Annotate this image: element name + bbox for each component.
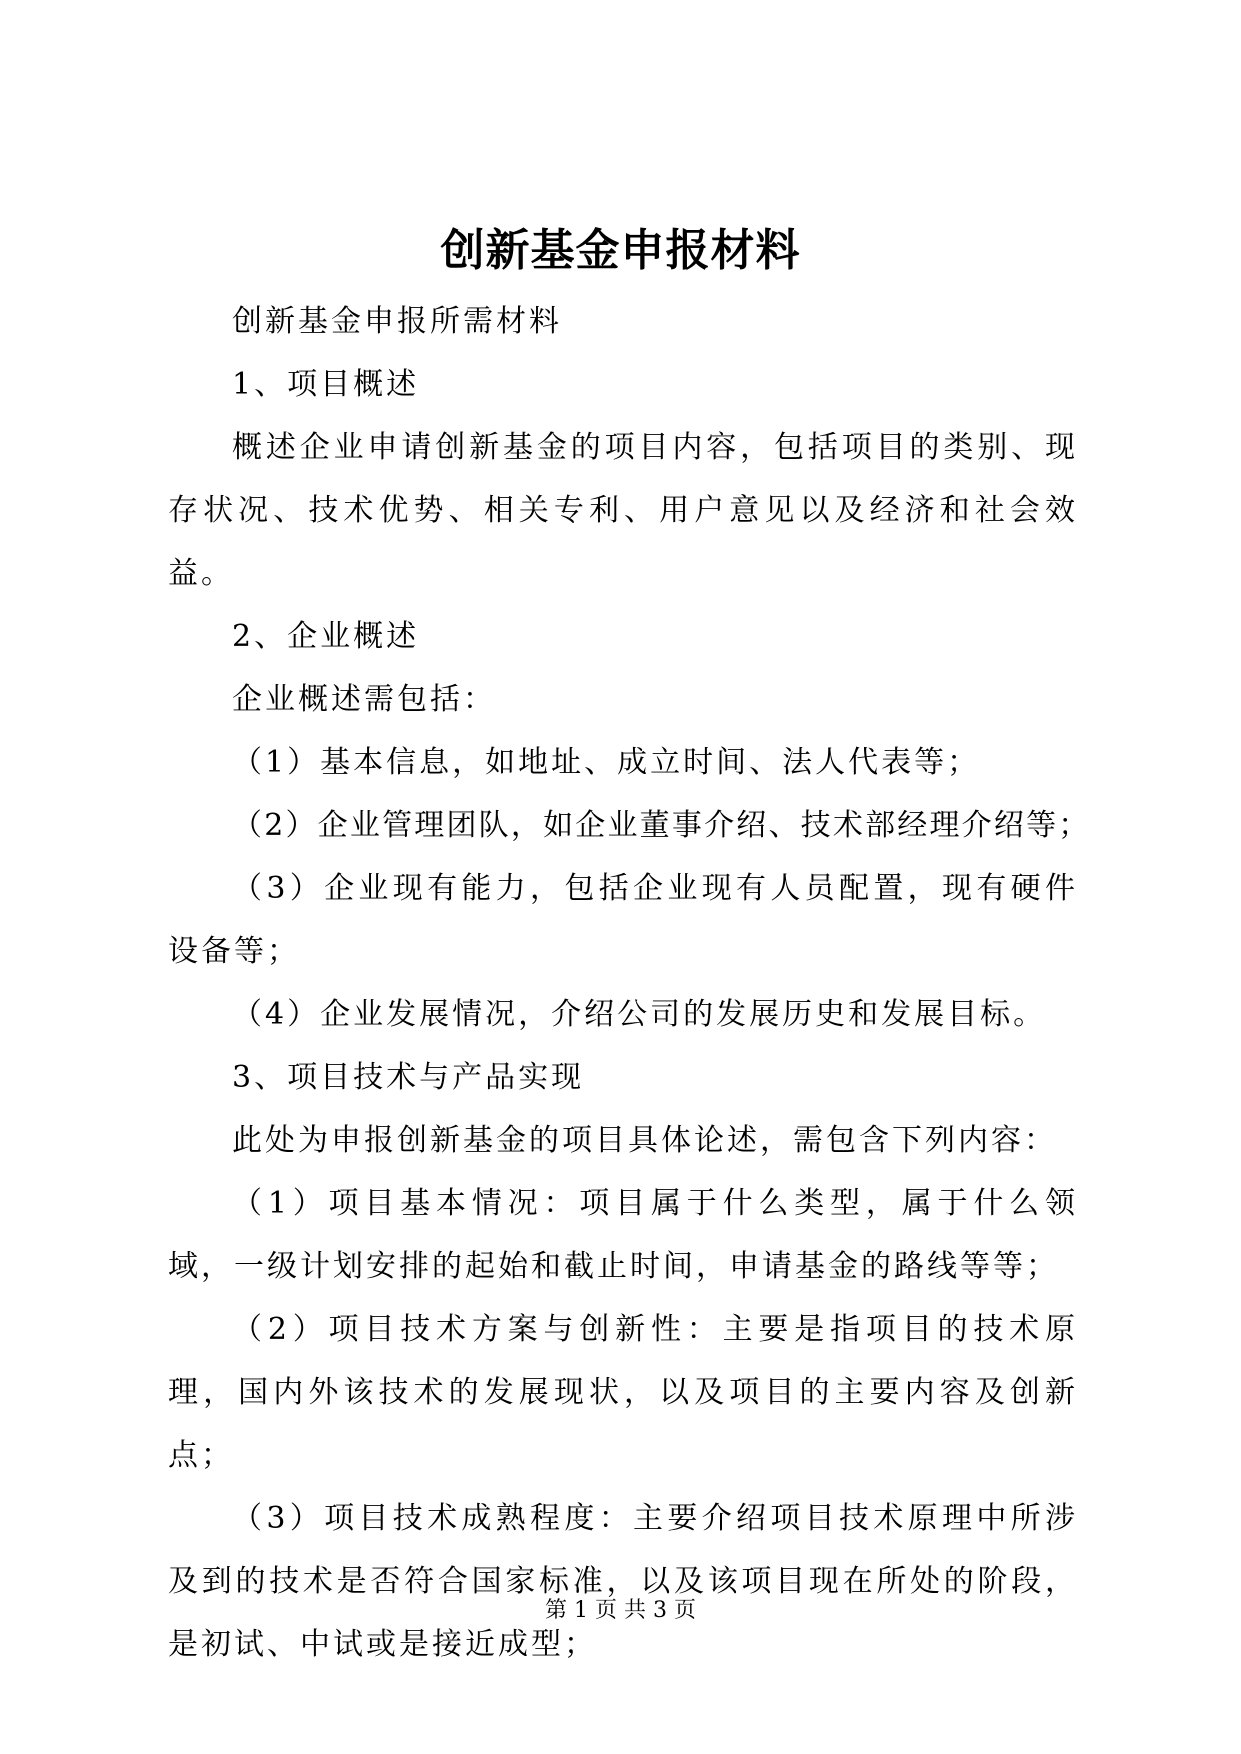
list-item-development: （4）企业发展情况，介绍公司的发展历史和发展目标。: [232, 997, 1047, 1032]
list-item-management-team: （2）企业管理团队，如企业董事介绍、技术部经理介绍等；: [232, 808, 1091, 843]
list-item-maturity: （3）项目技术成熟程度：主要介绍项目技术原理中所涉及到的技术是否符合国家标准，以及该项目现在所处的阶段，是初试、中试或是接近成型；: [168, 1501, 1078, 1662]
list-item-technical-plan: （2）项目技术方案与创新性：主要是指项目的技术原理，国内外该技术的发展现状，以及项目的主要内容及创新点；: [168, 1312, 1078, 1473]
section-heading-project-overview: 1、项目概述: [232, 367, 420, 402]
paragraph-intro: 创新基金申报所需材料: [232, 304, 562, 339]
list-item-basic-info: （1）基本信息，如地址、成立时间、法人代表等；: [232, 745, 981, 780]
paragraph-technology-intro: 此处为申报创新基金的项目具体论述，需包含下列内容：: [232, 1123, 1057, 1158]
list-item-project-basics: （1）项目基本情况：项目属于什么类型，属于什么领域，一级计划安排的起始和截止时间，申请基金的路线等等；: [168, 1186, 1078, 1284]
section-heading-company-overview: 2、企业概述: [232, 619, 420, 654]
document-title: 创新基金申报材料: [440, 225, 801, 276]
document-body: [168, 290, 1091, 1676]
list-item-current-capability: （3）企业现有能力，包括企业现有人员配置，现有硬件设备等；: [168, 871, 1078, 969]
page-indicator: 第 1 页 共 3 页: [545, 1598, 696, 1623]
paragraph-project-overview: 概述企业申请创新基金的项目内容，包括项目的类别、现存状况、技术优势、相关专利、用户意见以及经济和社会效益。: [168, 430, 1078, 591]
paragraph-company-overview-intro: 企业概述需包括：: [232, 682, 496, 717]
section-heading-technology: 3、项目技术与产品实现: [232, 1060, 585, 1095]
